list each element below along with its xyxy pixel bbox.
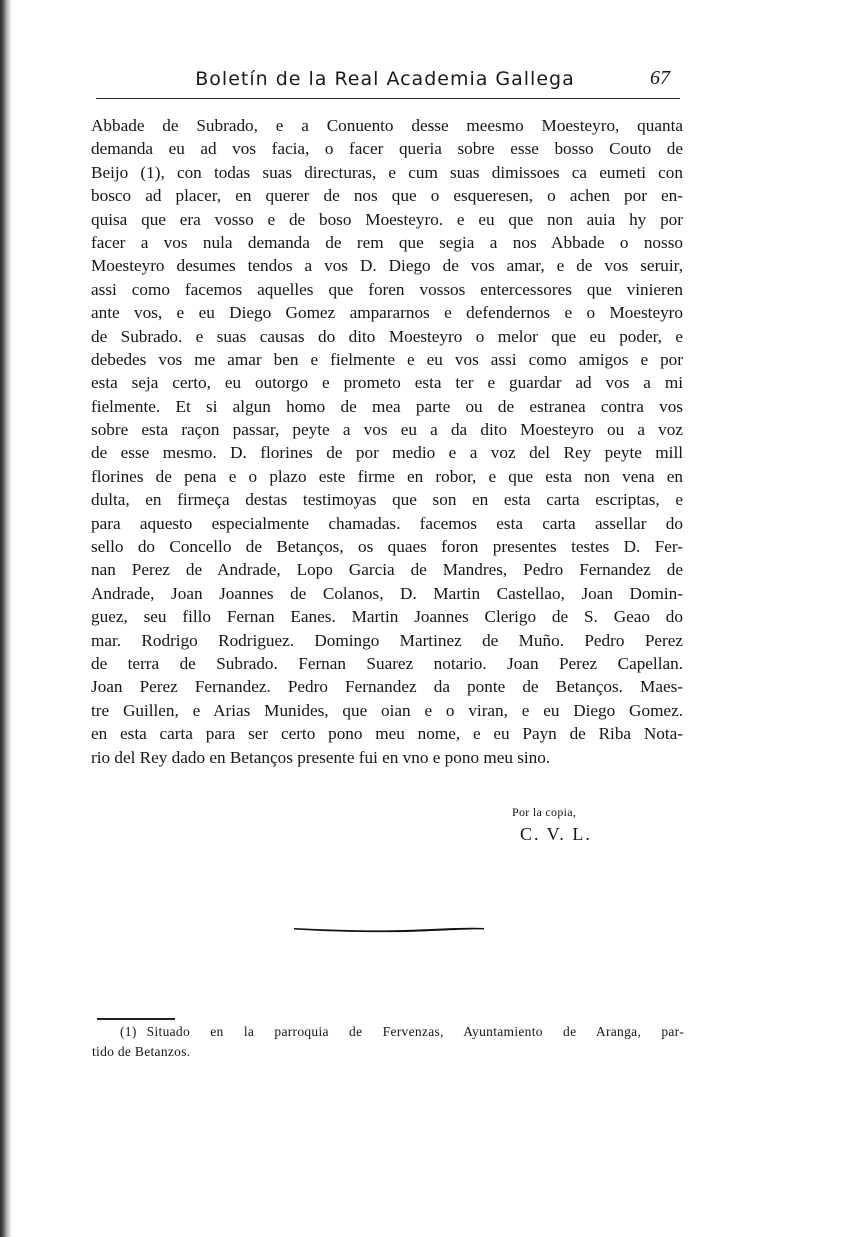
text-line: Abbade de Subrado, e a Conuento desse meesmo Moesteyro, quanta bbox=[91, 116, 683, 135]
text-line: guez, seu fillo Fernan Eanes. Martin Joannes Clerigo de S. Geao do bbox=[91, 607, 683, 627]
text-line: sello do Concello de Betanços, os quaes foron presentes testes D. Fer- bbox=[91, 537, 683, 557]
header-rule bbox=[96, 98, 680, 99]
book-binding-edge bbox=[0, 0, 12, 1237]
text-line: florines de pena e o plazo este firme en robor, e que esta non vena en bbox=[91, 466, 683, 486]
text-line: en esta carta para ser certo pono meu nome, e eu Payn de Riba Nota- bbox=[91, 724, 683, 744]
text-line: fielmente. Et si algun homo de mea parte ou de estranea contra vos bbox=[91, 396, 683, 416]
text-line: para aquesto especialmente chamadas. facemos esta carta assellar do bbox=[91, 513, 683, 533]
text-line: nan Perez de Andrade, Lopo Garcia de Mandres, Pedro Fernandez de bbox=[91, 560, 683, 580]
page-header bbox=[92, 66, 678, 98]
text-line: Beijo (1), con todas suas directuras, e cum suas dimissoes ca eumeti con bbox=[91, 162, 683, 182]
text-line: tre Guillen, e Arias Munides, que oian e o viran, e eu Diego Gomez. bbox=[91, 700, 683, 720]
body-text bbox=[91, 114, 683, 769]
text-line: de terra de Subrado. Fernan Suarez notario. Joan Perez Capellan. bbox=[91, 653, 683, 673]
text-line: Andrade, Joan Joannes de Colanos, D. Martin Castellao, Joan Domin- bbox=[91, 583, 683, 603]
text-line: debedes vos me amar ben e fielmente e eu vos assi como amigos e por bbox=[91, 349, 683, 369]
text-line: dulta, en firmeça destas testimoyas que son en esta carta escriptas, e bbox=[91, 490, 683, 510]
ornamental-rule bbox=[294, 922, 484, 936]
running-title: Boletín de la Real Academia Gallega bbox=[195, 68, 575, 90]
footnote-line: tido de Betanzos. bbox=[92, 1044, 191, 1059]
text-line: quisa que era vosso e de boso Moesteyro. e eu que non auia hy por bbox=[91, 209, 683, 229]
text-line: facer a vos nula demanda de rem que segia a nos Abbade o nosso bbox=[91, 232, 683, 252]
text-line: mar. Rodrigo Rodriguez. Domingo Martinez de Muño. Pedro Perez bbox=[91, 630, 683, 650]
signature-credit: Por la copia, bbox=[512, 805, 577, 819]
text-line: ante vos, e eu Diego Gomez ampararnos e defendernos e o Moesteyro bbox=[91, 303, 683, 323]
footnote-rule bbox=[97, 1018, 175, 1020]
signature-initials: C. V. L. bbox=[520, 824, 592, 844]
text-line: Joan Perez Fernandez. Pedro Fernandez da ponte de Betanços. Maes- bbox=[91, 677, 683, 697]
text-line: de esse mesmo. D. florines de por medio e a voz del Rey peyte mill bbox=[91, 443, 683, 463]
text-line: sobre esta raçon passar, peyte a vos eu a da dito Moesteyro ou a voz bbox=[91, 420, 683, 440]
text-line: bosco ad placer, en querer de nos que o esqueresen, o achen por en- bbox=[91, 186, 683, 206]
text-line: esta seja certo, eu outorgo e prometo esta ter e guardar ad vos a mi bbox=[91, 373, 683, 393]
text-line: de Subrado. e suas causas do dito Moesteyro o melor que eu poder, e bbox=[91, 326, 683, 346]
text-line: assi como facemos aquelles que foren vossos entercessores que vinieren bbox=[91, 279, 683, 299]
page-number: 67 bbox=[650, 67, 670, 89]
text-line: demanda eu ad vos facia, o facer queria sobre esse bosso Couto de bbox=[91, 139, 683, 159]
footnote-marker: (1) bbox=[120, 1024, 137, 1039]
footnote-text: Situado en la parroquia de Fervenzas, Ayuntamiento de Aranga, par- bbox=[146, 1024, 684, 1039]
footnote-line bbox=[92, 1022, 684, 1042]
text-line-last: rio del Rey dado en Betanços presente fui en vno e pono meu sino. bbox=[91, 747, 551, 767]
footnote bbox=[92, 1022, 684, 1062]
text-line: Moesteyro desumes tendos a vos D. Diego de vos amar, e de vos seruir, bbox=[91, 256, 683, 276]
